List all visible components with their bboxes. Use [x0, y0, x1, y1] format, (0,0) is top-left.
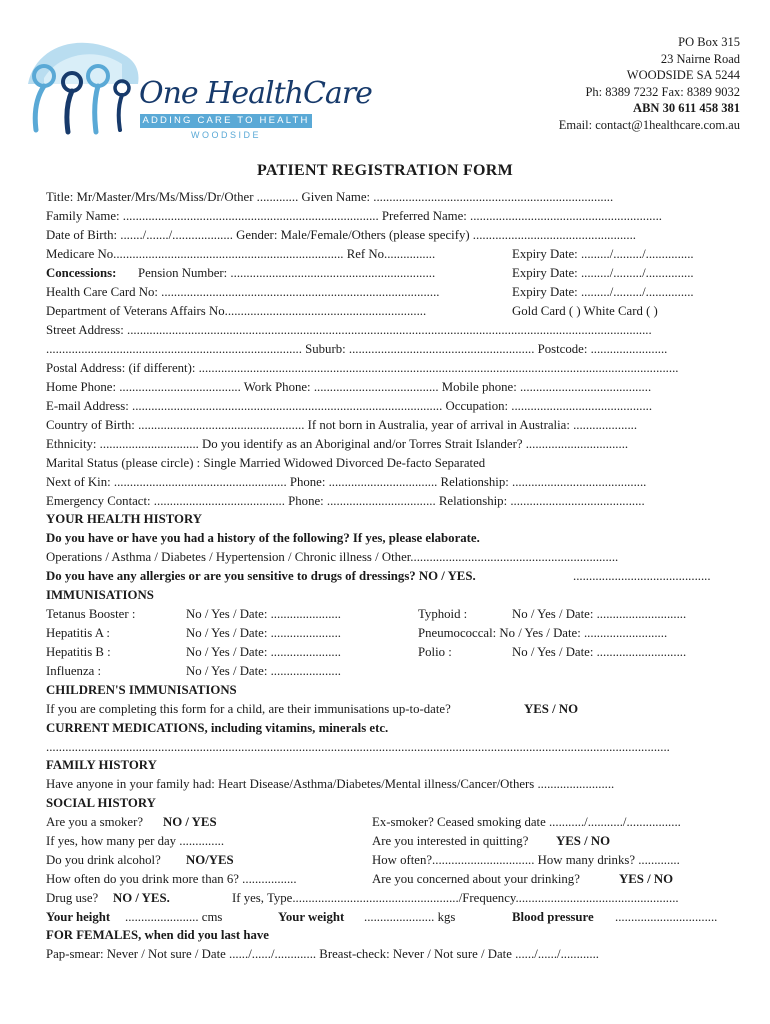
form-text[interactable]: No / Yes / Date: ......................	[186, 664, 341, 678]
form-row-family-name	[46, 207, 720, 226]
form-text[interactable]: Next of Kin: ...................................................... Phone: .................................. Relationship: ..........................................	[46, 475, 647, 489]
form-row-immunisation-tetanus	[46, 605, 720, 624]
brand-tagline: ADDING CARE TO HEALTH	[140, 114, 312, 128]
form-text[interactable]: If yes, how many per day ..............	[46, 834, 225, 848]
form-text: Polio :	[418, 645, 452, 659]
form-row-email-occupation	[46, 397, 720, 416]
brand-name: One HealthCare	[139, 76, 372, 111]
form-text[interactable]: Emergency Contact: ......................................... Phone: .................................. Relationship: ..........................................	[46, 494, 645, 508]
form-text[interactable]: Expiry Date: ........./........./...............	[512, 266, 694, 280]
form-text: If you are completing this form for a child, are their immunisations up-to-date?	[46, 702, 451, 716]
form-text[interactable]: How often?................................ How many drinks? .............	[372, 853, 680, 867]
form-row-alcohol	[46, 851, 720, 870]
form-text: Marital Status (please circle) : Single Married Widowed Divorced De-facto Separated	[46, 456, 486, 470]
form-text: Are you concerned about your drinking?	[372, 872, 580, 886]
form-text[interactable]: ...................... kgs	[364, 910, 456, 924]
form-text[interactable]: Pneumococcal: No / Yes / Date: ..........................	[418, 626, 668, 640]
form-text[interactable]: How often do you drink more than 6? .................	[46, 872, 297, 886]
form-row-allergies	[46, 567, 720, 586]
form-text[interactable]: No / Yes / Date: ............................	[512, 645, 687, 659]
form-row-history-question	[46, 529, 720, 548]
form-row-cigarettes-per-day	[46, 832, 720, 851]
form-row-phones	[46, 378, 720, 397]
clinic-address	[559, 34, 740, 134]
form-text[interactable]: Ethnicity: ............................... Do you identify as an Aboriginal and/or Torres Strait Islander? ................................	[46, 437, 629, 451]
form-text[interactable]: Expiry Date: ........./........./...............	[512, 247, 694, 261]
form-row-for-females-heading	[46, 926, 720, 945]
form-text: NO / YES	[163, 815, 217, 829]
form-text[interactable]: Title: Mr/Master/Mrs/Ms/Miss/Dr/Other ............. Given Name: ...........................................................................	[46, 190, 614, 204]
form-text[interactable]: E-mail Address: ................................................................................................. Occupation: ............................................	[46, 399, 653, 413]
form-text[interactable]: ................................	[615, 910, 718, 924]
form-text[interactable]: No / Yes / Date: ......................	[186, 626, 341, 640]
form-text: Are you interested in quitting?	[372, 834, 529, 848]
form-text: YES / NO	[524, 702, 579, 716]
po-box: PO Box 315	[678, 35, 740, 49]
form-row-pap-smear-breast-check	[46, 945, 720, 964]
form-row-drug-use	[46, 889, 720, 908]
brand-location: WOODSIDE	[190, 130, 261, 140]
form-text: Do you have any allergies or are you sensitive to drugs of dressings? NO / YES.	[46, 569, 476, 583]
form-text[interactable]: Country of Birth: .................................................... If not born in Australia, year of arrival in Australia: ....................	[46, 418, 638, 432]
form-text: YOUR HEALTH HISTORY	[46, 512, 202, 526]
email: Email: contact@1healthcare.com.au	[558, 117, 740, 132]
form-title: PATIENT REGISTRATION FORM	[256, 162, 514, 179]
form-text[interactable]: Operations / Asthma / Diabetes / Hypertension / Chronic illness / Other.................................................................	[46, 550, 619, 564]
form-row-postal-address	[46, 359, 720, 378]
form-text: Your height	[46, 910, 111, 924]
form-text: Hepatitis A :	[46, 626, 110, 640]
form-row-childrens-immunisations-question	[46, 700, 720, 719]
form-row-immunisation-hepatitis-b	[46, 643, 720, 662]
form-row-your-health-history-heading	[46, 510, 720, 529]
form-text[interactable]: ...................................................................................................................................................................................................	[46, 740, 670, 754]
form-text[interactable]: No / Yes / Date: ............................	[512, 607, 687, 621]
form-row-suburb-postcode	[46, 340, 720, 359]
form-text[interactable]: Street Address: ....................................................................................................................................................................	[46, 323, 652, 337]
form-text[interactable]: If yes, Type..................................................../Frequency...................................................	[232, 891, 679, 905]
form-text: Typhoid :	[418, 607, 468, 621]
form-text[interactable]: Pension Number: ................................................................	[138, 266, 436, 280]
form-row-history-conditions	[46, 548, 720, 567]
form-text: FAMILY HISTORY	[46, 758, 157, 772]
form-text: Hepatitis B :	[46, 645, 111, 659]
form-text: Tetanus Booster :	[46, 607, 136, 621]
phone-fax: Ph: 8389 7232 Fax: 8389 9032	[585, 84, 740, 99]
form-row-immunisation-influenza	[46, 662, 720, 681]
form-row-emergency-contact	[46, 492, 720, 511]
form-text[interactable]: Medicare No........................................................................ Ref No................	[46, 247, 436, 261]
form-text[interactable]: Department of Veterans Affairs No...............................................................	[46, 304, 427, 318]
abn: ABN 30 611 458 381	[633, 101, 740, 116]
form-text: NO / YES.	[113, 891, 170, 905]
form-row-marital-status	[46, 454, 720, 473]
form-text: YES / NO	[556, 834, 611, 848]
form-row-family-history-question	[46, 775, 720, 794]
form-text: Your weight	[278, 910, 345, 924]
form-text: Concessions:	[46, 266, 117, 280]
form-row-measurements	[46, 908, 720, 927]
form-text[interactable]: No / Yes / Date: ......................	[186, 607, 341, 621]
form-text: SOCIAL HISTORY	[46, 796, 156, 810]
form-text: YES / NO	[619, 872, 674, 886]
form-text[interactable]: Postal Address: (if different): ......................................................................................................................................................	[46, 361, 679, 375]
form-row-immunisations-heading	[46, 586, 720, 605]
clinic-logo	[14, 26, 372, 140]
form-row-alcohol-more-than-six	[46, 870, 720, 889]
form-text: Drug use?	[46, 891, 99, 905]
form-row-immunisation-hepatitis-a	[46, 624, 720, 643]
form-row-street-address	[46, 321, 720, 340]
form-row-ethnicity	[46, 435, 720, 454]
form-text[interactable]: Family Name: ................................................................................ Preferred Name: ............................................................	[46, 209, 662, 223]
form-row-title-given-name	[46, 188, 720, 207]
form-text: Gold Card ( ) White Card ( )	[512, 304, 658, 318]
form-text: Do you have or have you had a history of the following? If yes, please elaborate.	[46, 531, 480, 545]
form-text: Do you drink alcohol?	[46, 853, 161, 867]
suburb: WOODSIDE SA 5244	[626, 68, 740, 83]
form-row-dob-gender	[46, 226, 720, 245]
form-row-dva	[46, 302, 720, 321]
form-row-health-care-card	[46, 283, 720, 302]
form-text: FOR FEMALES, when did you last have	[46, 928, 269, 942]
form-text: Influenza :	[46, 664, 102, 678]
form-text[interactable]: Pap-smear: Never / Not sure / Date ....../....../............. Breast-check: Never / Not sure / Date ....../....../............	[46, 947, 599, 961]
form-text[interactable]: ....................... cms	[125, 910, 223, 924]
form-text[interactable]: Ex-smoker? Ceased smoking date .........../.........../.................	[372, 815, 681, 829]
form-row-current-medications-heading	[46, 719, 720, 738]
form-text: IMMUNISATIONS	[46, 588, 154, 602]
form-text[interactable]: Date of Birth: ......./......./................... Gender: Male/Female/Others (please specify) ...................................................	[46, 228, 636, 242]
form-text[interactable]: ................................................................................ Suburb: .......................................................... Postcode: ........................	[46, 342, 668, 356]
form-text[interactable]: Have anyone in your family had: Heart Disease/Asthma/Diabetes/Mental illness/Cancer/Others ........................	[46, 777, 615, 791]
form-text[interactable]: No / Yes / Date: ......................	[186, 645, 341, 659]
form-text: NO/YES	[186, 853, 234, 867]
form-text: Blood pressure	[512, 910, 594, 924]
form-text: Are you a smoker?	[46, 815, 144, 829]
form-text: CURRENT MEDICATIONS, including vitamins, minerals etc.	[46, 721, 389, 735]
form-text[interactable]: Expiry Date: ........./........./...............	[512, 285, 694, 299]
form-row-family-history-heading	[46, 756, 720, 775]
form-row-smoker	[46, 813, 720, 832]
form-row-childrens-immunisations-heading	[46, 681, 720, 700]
form-text[interactable]: Health Care Card No: .......................................................................................	[46, 285, 440, 299]
form-row-medications-line	[46, 738, 720, 757]
form-row-medicare	[46, 245, 720, 264]
form-row-country-of-birth	[46, 416, 720, 435]
form-row-social-history-heading	[46, 794, 720, 813]
form-text: CHILDREN'S IMMUNISATIONS	[46, 683, 237, 697]
form-row-concessions	[46, 264, 720, 283]
form-row-next-of-kin	[46, 473, 720, 492]
street: 23 Nairne Road	[660, 51, 740, 66]
form-text[interactable]: Home Phone: ...................................... Work Phone: ....................................... Mobile phone: .........................................	[46, 380, 652, 394]
form-text[interactable]: ...........................................	[573, 569, 711, 583]
family-figures-icon	[14, 26, 144, 136]
